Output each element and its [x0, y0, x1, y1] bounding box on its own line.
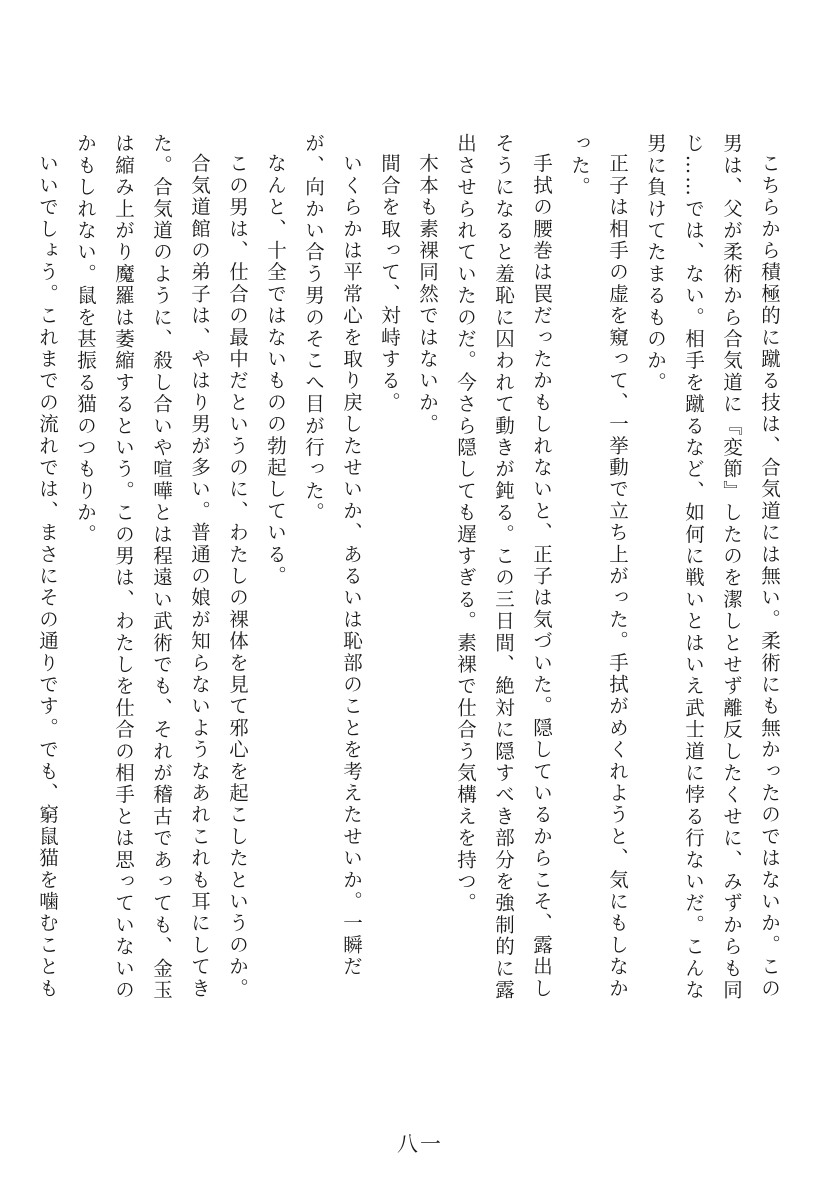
paragraph-2: 正子は相手の虚を窺って、一挙動で立ち上がった。手拭がめくれようと、気にもしなかった。 — [568, 133, 629, 999]
paragraph-6: いくらかは平常心を取り戻したせいか、あるいは恥部のことを考えたせいか。一瞬だが、向かい合う男のそこへ目が行った。 — [302, 133, 363, 978]
paragraph-3: 手拭の腰巻は罠だったかもしれないと、正子は気づいた。隠しているからこそ、露出しそうになると羞恥に囚われて動きが鈍る。この三日間、絶対に隠すべき部分を強制的に露出させられていたのだ。今さら隠しても遅すぎる。素裸で仕合う気構えを持つ。 — [454, 133, 553, 1001]
paragraph-5: 間合を取って、対峙する。 — [378, 152, 401, 413]
paragraph-1: こちらから積極的に蹴る技は、合気道には無い。柔術にも無かったのではないか。この男は、父が柔術から合気道に『変節』したのを潔しとせず離反したくせに、みずからも同じ……では、ない。相手を蹴るなど、如何に戦いとはいえ武士道に悖る行ないだ。こんな男に負けてたまるものか。 — [644, 133, 781, 1001]
vertical-text-body — [36, 133, 788, 1003]
page-number: 八一 — [397, 1132, 443, 1156]
paragraph-10: いいでしょう。これまでの流れでは、まさにその通りです。でも、窮鼠猫を噛むことも — [36, 152, 59, 999]
paragraph-7: なんと、十全ではないものの勃起している。 — [264, 152, 287, 587]
paragraph-4: 木本も素裸同然ではないか。 — [416, 152, 439, 435]
paragraph-8: この男は、仕合の最中だというのに、わたしの裸体を見て邪心を起こしたというのか。 — [226, 152, 249, 999]
paragraph-9: 合気道館の弟子は、やはり男が多い。普通の娘が知らないようなあれこれも耳にしてきた。合気道のように、殺し合いや喧嘩とは程遠い武術でも、それが稽古であっても、金玉は縮み上がり魔羅は萎縮するという。この男は、わたしを仕合の相手とは思っていないのかもしれない。鼠を甚振る猫のつもりか。 — [74, 133, 211, 1001]
